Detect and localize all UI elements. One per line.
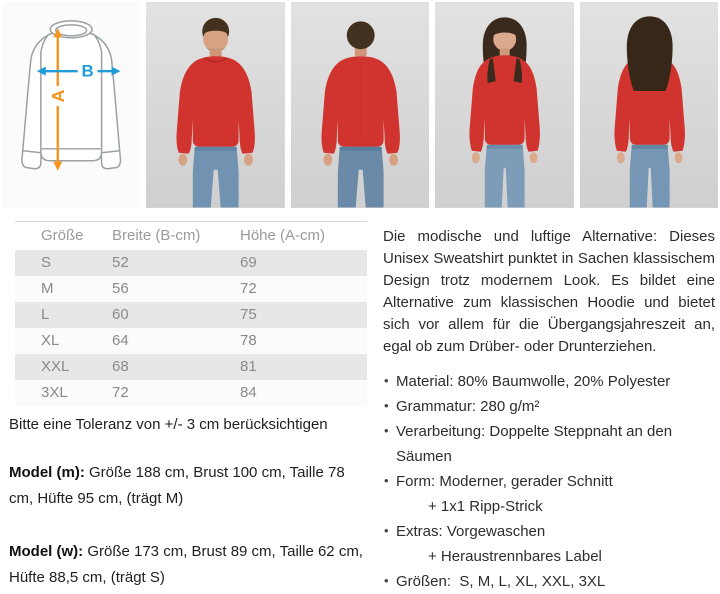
- table-row: [15, 250, 367, 276]
- col-header-hoehe: Höhe (A-cm): [240, 227, 326, 245]
- table-row: [15, 302, 367, 328]
- photo-female-front[interactable]: [435, 2, 573, 208]
- male-front-photo: [146, 2, 284, 208]
- hoehe-cell: 69: [239, 250, 367, 276]
- bullet-icon: •: [384, 398, 389, 413]
- feature-list: [383, 369, 715, 594]
- model-w-measurements: [9, 539, 371, 591]
- table-row: [15, 328, 367, 354]
- female-front-photo: [435, 2, 573, 208]
- size-diagram-image[interactable]: [2, 2, 140, 208]
- feature-grammatur: • Grammatur: 280 g/m²: [383, 394, 715, 419]
- hoehe-cell: 81: [239, 354, 367, 380]
- hoehe-cell: 72: [239, 276, 367, 302]
- photo-male-back[interactable]: [291, 2, 429, 208]
- feature-groessen: • Größen: S, M, L, XL, XXL, 3XL: [383, 569, 715, 594]
- size-cell: XL: [15, 328, 111, 354]
- bullet-icon: •: [384, 373, 389, 388]
- feature-material: • Material: 80% Baumwolle, 20% Polyester: [383, 369, 715, 394]
- table-row: [15, 354, 367, 380]
- feature-form: • Form: Moderner, gerader Schnitt: [383, 469, 715, 494]
- model-m-text: Größe 188 cm, Brust 100 cm, Taille 78 cm, Hüfte 95 cm, (trägt M): [9, 463, 345, 507]
- model-w-text: Größe 173 cm, Brust 89 cm, Taille 62 cm, Hüfte 88,5 cm, (trägt S): [9, 542, 363, 586]
- feature-form-detail: + 1x1 Ripp-Strick: [428, 498, 543, 515]
- tolerance-note: Bitte eine Toleranz von +/- 3 cm berücksichtigen: [9, 415, 328, 433]
- size-cell: XXL: [15, 354, 111, 380]
- bullet-icon: •: [384, 523, 389, 538]
- col-header-groesse: Größe: [41, 227, 84, 245]
- breite-cell: 68: [111, 354, 239, 380]
- hoehe-cell: 84: [239, 380, 367, 406]
- size-cell: L: [15, 302, 111, 328]
- measure-label-a: A: [47, 89, 68, 103]
- photo-male-front[interactable]: [146, 2, 284, 208]
- bullet-icon: •: [384, 573, 389, 588]
- size-info-column: [9, 221, 367, 594]
- model-w-label: Model (w):: [9, 542, 84, 560]
- product-description: Die modische und luftige Alternative: Dieses Unisex Sweatshirt punktet in Sachen klassischem Design trotz modernem Look. Es bildet eine Alternative zum klassischen Hoodie und bietet sich vor allem für die Übergangsjahreszeit an, egal ob zum Drüber- oder Drunterziehen.: [383, 228, 715, 355]
- product-info-section: [0, 208, 720, 594]
- table-row: [15, 380, 367, 406]
- breite-cell: 56: [111, 276, 239, 302]
- size-table-header-row: [15, 222, 367, 250]
- product-gallery: [0, 0, 720, 208]
- size-cell: M: [15, 276, 111, 302]
- hoehe-cell: 78: [239, 328, 367, 354]
- description-column: [383, 221, 715, 594]
- col-header-breite: Breite (B-cm): [112, 227, 201, 245]
- bullet-icon: •: [384, 473, 389, 488]
- hoehe-cell: 75: [239, 302, 367, 328]
- photo-female-back[interactable]: [580, 2, 718, 208]
- model-m-label: Model (m):: [9, 463, 85, 481]
- feature-extras: • Extras: Vorgewaschen: [383, 519, 715, 544]
- breite-cell: 64: [111, 328, 239, 354]
- model-m-measurements: [9, 460, 371, 512]
- breite-cell: 60: [111, 302, 239, 328]
- feature-verarbeitung: • Verarbeitung: Doppelte Steppnaht an den Säumen: [383, 419, 715, 469]
- measure-label-b: B: [81, 61, 94, 81]
- size-table: [15, 221, 367, 406]
- breite-cell: 52: [111, 250, 239, 276]
- size-cell: 3XL: [15, 380, 111, 406]
- bullet-icon: •: [384, 423, 389, 438]
- table-row: [15, 276, 367, 302]
- female-back-photo: [580, 2, 718, 208]
- feature-extras-detail: + Heraustrennbares Label: [428, 548, 602, 565]
- breite-cell: 72: [111, 380, 239, 406]
- male-back-photo: [291, 2, 429, 208]
- size-cell: S: [15, 250, 111, 276]
- sweatshirt-measure-diagram: [2, 2, 140, 208]
